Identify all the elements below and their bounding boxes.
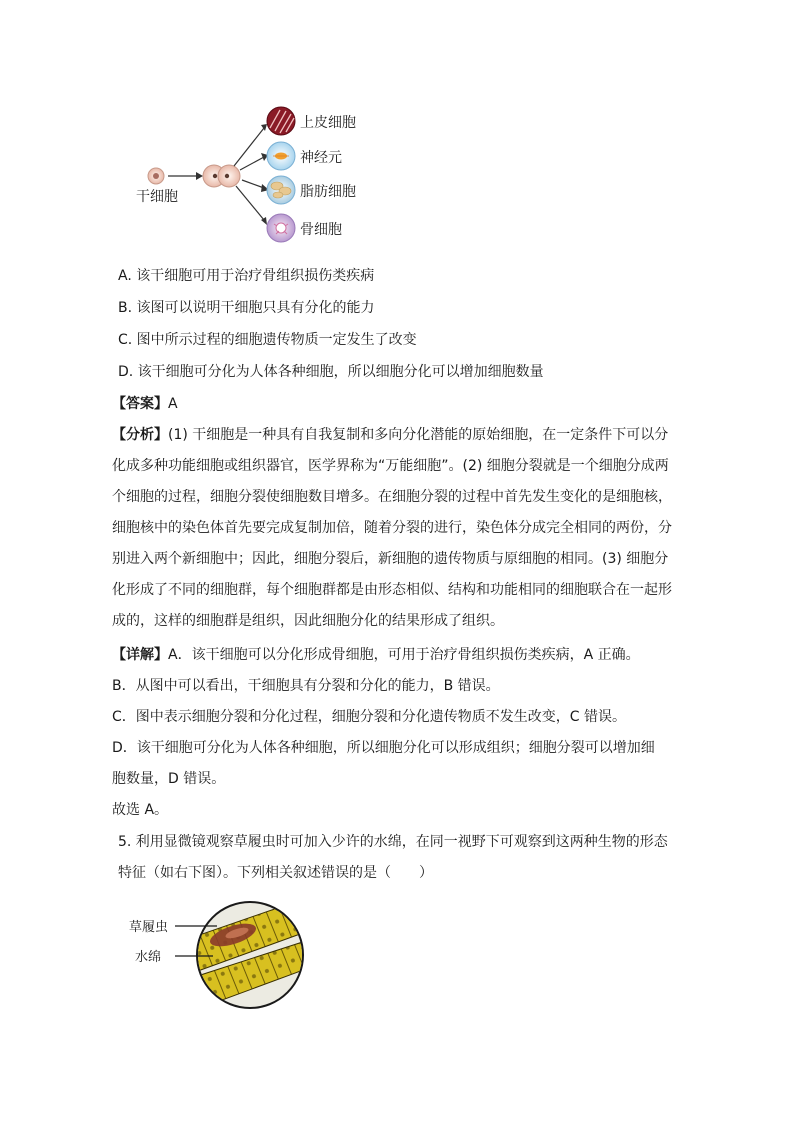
cell-label-neuron: 神经元 bbox=[300, 150, 342, 166]
answer-line bbox=[112, 394, 178, 414]
stem-cell-differentiation-figure bbox=[130, 100, 380, 250]
fat-cell-icon bbox=[267, 176, 295, 204]
cell-label-epithelial: 上皮细胞 bbox=[300, 115, 356, 131]
detail-line: B．从图中可以看出，干细胞具有分裂和分化的能力，B 错误。 bbox=[112, 678, 500, 694]
option-a: A. 该干细胞可用于治疗骨组织损伤类疾病 bbox=[118, 268, 375, 284]
label-spirogyra: 水绵 bbox=[135, 950, 162, 965]
microscope-lens bbox=[185, 900, 315, 1010]
label-paramecium: 草履虫 bbox=[129, 920, 169, 935]
detail-conclusion: 故选 A。 bbox=[112, 802, 169, 818]
option-b: B. 该图可以说明干细胞只具有分化的能力 bbox=[118, 300, 375, 316]
analysis-line: 细胞核中的染色体首先要完成复制加倍，随着分裂的进行，染色体分成完全相同的两份，分 bbox=[112, 520, 672, 536]
option-c: C. 图中所示过程的细胞遗传物质一定发生了改变 bbox=[118, 332, 417, 348]
analysis-line: 化成多种功能细胞或组织器官，医学界称为“万能细胞”。(2) 细胞分裂就是一个细胞分成两 bbox=[112, 458, 669, 474]
analysis-section bbox=[112, 425, 682, 642]
detail-tag: 【详解】 bbox=[112, 647, 168, 663]
detail-section bbox=[112, 645, 682, 831]
stem-cell-icon bbox=[148, 168, 164, 184]
option-d: D. 该干细胞可分化为人体各种细胞，所以细胞分化可以增加细胞数量 bbox=[118, 364, 544, 380]
detail-line: 【详解】A．该干细胞可以分化形成骨细胞，可用于治疗骨组织损伤类疾病，A 正确。 bbox=[112, 647, 640, 663]
neuron-icon bbox=[267, 142, 295, 170]
stem-cell-label: 干细胞 bbox=[136, 189, 178, 205]
analysis-line: 个细胞的过程，细胞分裂使细胞数目增多。在细胞分裂的过程中首先发生变化的是细胞核， bbox=[112, 489, 672, 505]
analysis-tag: 【分析】 bbox=[112, 427, 168, 443]
detail-line: D．该干细胞可分化为人体各种细胞，所以细胞分化可以形成组织；细胞分裂可以增加细 bbox=[112, 740, 655, 756]
microscope-view-figure bbox=[125, 900, 315, 1010]
analysis-line: 化形成了不同的细胞群，每个细胞群都是由形态相似、结构和功能相同的细胞联合在一起形 bbox=[112, 582, 672, 598]
bone-cell-icon bbox=[267, 214, 295, 242]
analysis-line: 别进入两个新细胞中；因此，细胞分裂后，新细胞的遗传物质与原细胞的相同。(3) 细胞分 bbox=[112, 551, 669, 567]
detail-line: 胞数量，D 错误。 bbox=[112, 771, 226, 787]
analysis-line: 成的，这样的细胞群是组织，因此细胞分化的结果形成了组织。 bbox=[112, 613, 504, 629]
cell-label-fat: 脂肪细胞 bbox=[300, 184, 356, 200]
question-line: 特征（如右下图）。下列相关叙述错误的是（ ） bbox=[118, 865, 433, 881]
detail-line: C．图中表示细胞分裂和分化过程，细胞分裂和分化遗传物质不发生改变，C 错误。 bbox=[112, 709, 626, 725]
question-line: 5. 利用显微镜观察草履虫时可加入少许的水绵，在同一视野下可观察到这两种生物的形态 bbox=[118, 834, 668, 850]
dividing-cell-icon bbox=[203, 165, 240, 187]
cell-label-bone: 骨细胞 bbox=[300, 222, 342, 238]
epithelial-cell-icon bbox=[267, 107, 295, 135]
answer-value: A bbox=[168, 396, 178, 412]
analysis-line: 【分析】(1) 干细胞是一种具有自我复制和多向分化潜能的原始细胞，在一定条件下可以分 bbox=[112, 427, 669, 443]
question-5 bbox=[118, 832, 688, 894]
answer-tag: 【答案】 bbox=[112, 396, 168, 412]
